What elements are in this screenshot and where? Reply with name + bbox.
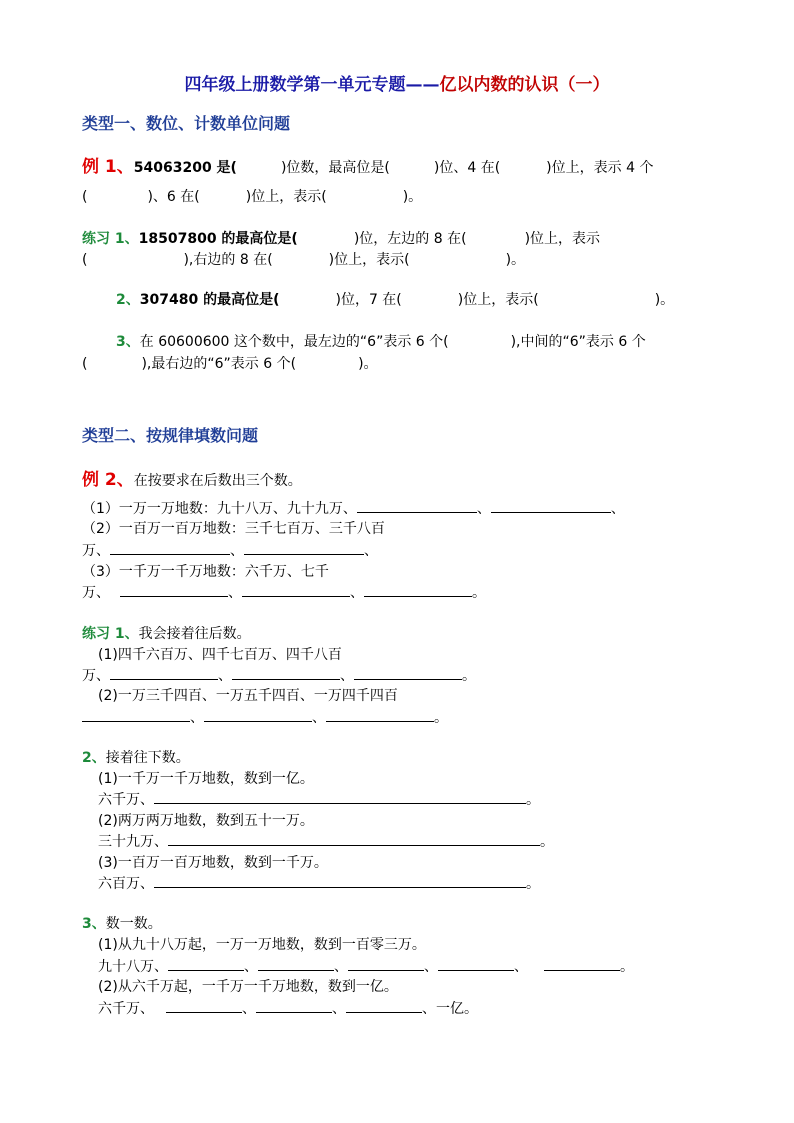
practice-b3-q2: (2)从六千万起，一千万一千万地数，数到一亿。 <box>98 979 398 995</box>
answer-blank[interactable] <box>110 542 230 555</box>
answer-blank[interactable] <box>232 667 340 680</box>
answer-blank[interactable] <box>244 542 364 555</box>
answer-blank[interactable] <box>354 667 462 680</box>
example-2-q2: （2）一百万一百万地数：三千七百万、三千八百 <box>82 521 385 537</box>
title-part1: 四年级上册数学第一单元专题—— <box>184 75 440 95</box>
example-2-intro: 例 2、在按要求在后数出三个数。 <box>82 470 302 490</box>
answer-line[interactable] <box>154 875 526 888</box>
title-part2: 亿以内数的认识（一） <box>439 75 610 95</box>
answer-blank[interactable] <box>258 958 334 971</box>
practice-1-line-1: 练习 1、18507800 的最高位是( )位，左边的 8 在( )位上，表示 <box>82 231 601 247</box>
answer-blank[interactable] <box>348 958 424 971</box>
practice-b3-q2-answers: 六千万、 、 、 、一亿。 <box>98 1001 478 1017</box>
practice-2-label: 2、 <box>116 292 140 308</box>
answer-blank[interactable] <box>346 1000 422 1013</box>
practice-b2-q3-answer: 六百万、 。 <box>98 876 540 892</box>
answer-blank[interactable] <box>491 500 611 513</box>
answer-blank[interactable] <box>364 584 472 597</box>
practice-3-line-1: 3、在 60600600 这个数中，最左边的“6”表示 6 个( ),中间的“6”表示 6 个 <box>116 334 646 350</box>
section-heading-2: 类型二、按规律填数问题 <box>82 426 259 445</box>
answer-blank[interactable] <box>82 709 190 722</box>
answer-line[interactable] <box>154 791 526 804</box>
example-1-line-2: ( )、6 在( )位上，表示( )。 <box>82 189 423 205</box>
practice-b3-label: 3、 <box>82 916 106 932</box>
example-2-q3: （3）一千万一千万地数：六千万、七千 <box>82 564 329 580</box>
practice-b3-q1: (1)从九十八万起，一万一万地数，数到一百零三万。 <box>98 937 426 953</box>
example-2-label: 例 2、 <box>82 470 134 490</box>
answer-blank[interactable] <box>438 958 514 971</box>
answer-blank[interactable] <box>166 1000 242 1013</box>
practice-b1-intro: 练习 1、我会接着往后数。 <box>82 626 251 642</box>
practice-b2-q1: (1)一千万一千万地数，数到一亿。 <box>98 771 314 787</box>
practice-b1-q2: (2)一万三千四百、一万五千四百、一万四千四百 <box>98 688 398 704</box>
practice-2-line: 2、307480 的最高位是( )位，7 在( )位上，表示( )。 <box>116 292 675 308</box>
practice-b2-q3: (3)一百万一百万地数，数到一千万。 <box>98 855 328 871</box>
example-2-q3-answers: 万、 、 、 。 <box>82 585 486 601</box>
practice-b2-intro: 2、接着往下数。 <box>82 750 190 766</box>
answer-blank[interactable] <box>204 709 312 722</box>
example-2-q1: （1）一万一万地数：九十八万、九十九万、 、 、 <box>82 501 625 517</box>
section-heading-1: 类型一、数位、计数单位问题 <box>82 114 291 133</box>
example-1-line-1: 例 1、54063200 是( )位数，最高位是( )位、4 在( )位上，表示 4 个 <box>82 157 654 177</box>
answer-blank[interactable] <box>242 584 350 597</box>
practice-3-line-2: ( ),最右边的“6”表示 6 个( )。 <box>82 356 378 372</box>
practice-3-label: 3、 <box>116 334 140 350</box>
answer-blank[interactable] <box>256 1000 332 1013</box>
example-1-label: 例 1、 <box>82 157 134 177</box>
answer-blank[interactable] <box>168 958 244 971</box>
practice-b1-q1: (1)四千六百万、四千七百万、四千八百 <box>98 647 342 663</box>
answer-blank[interactable] <box>120 584 228 597</box>
practice-1-label: 练习 1、 <box>82 231 139 247</box>
answer-blank[interactable] <box>544 958 620 971</box>
practice-b3-q1-answers: 九十八万、 、 、 、 、 。 <box>98 959 634 975</box>
answer-blank[interactable] <box>110 667 218 680</box>
example-2-q2-answers: 万、 、 、 <box>82 543 378 559</box>
practice-b3-intro: 3、数一数。 <box>82 916 162 932</box>
practice-1-line-2: ( ),右边的 8 在( )位上，表示( )。 <box>82 252 526 268</box>
answer-blank[interactable] <box>326 709 434 722</box>
practice-b1-label: 练习 1、 <box>82 626 139 642</box>
answer-line[interactable] <box>168 833 540 846</box>
practice-b2-label: 2、 <box>82 750 106 766</box>
practice-b2-q2: (2)两万两万地数，数到五十一万。 <box>98 813 314 829</box>
practice-b1-q2-answers: 、 、 。 <box>82 707 448 727</box>
practice-b1-q1-answers: 万、 、 、 。 <box>82 668 476 684</box>
answer-blank[interactable] <box>357 500 477 513</box>
page-title <box>0 70 794 95</box>
practice-b2-q2-answer: 三十九万、 。 <box>98 834 554 850</box>
practice-b2-q1-answer: 六千万、 。 <box>98 792 540 808</box>
